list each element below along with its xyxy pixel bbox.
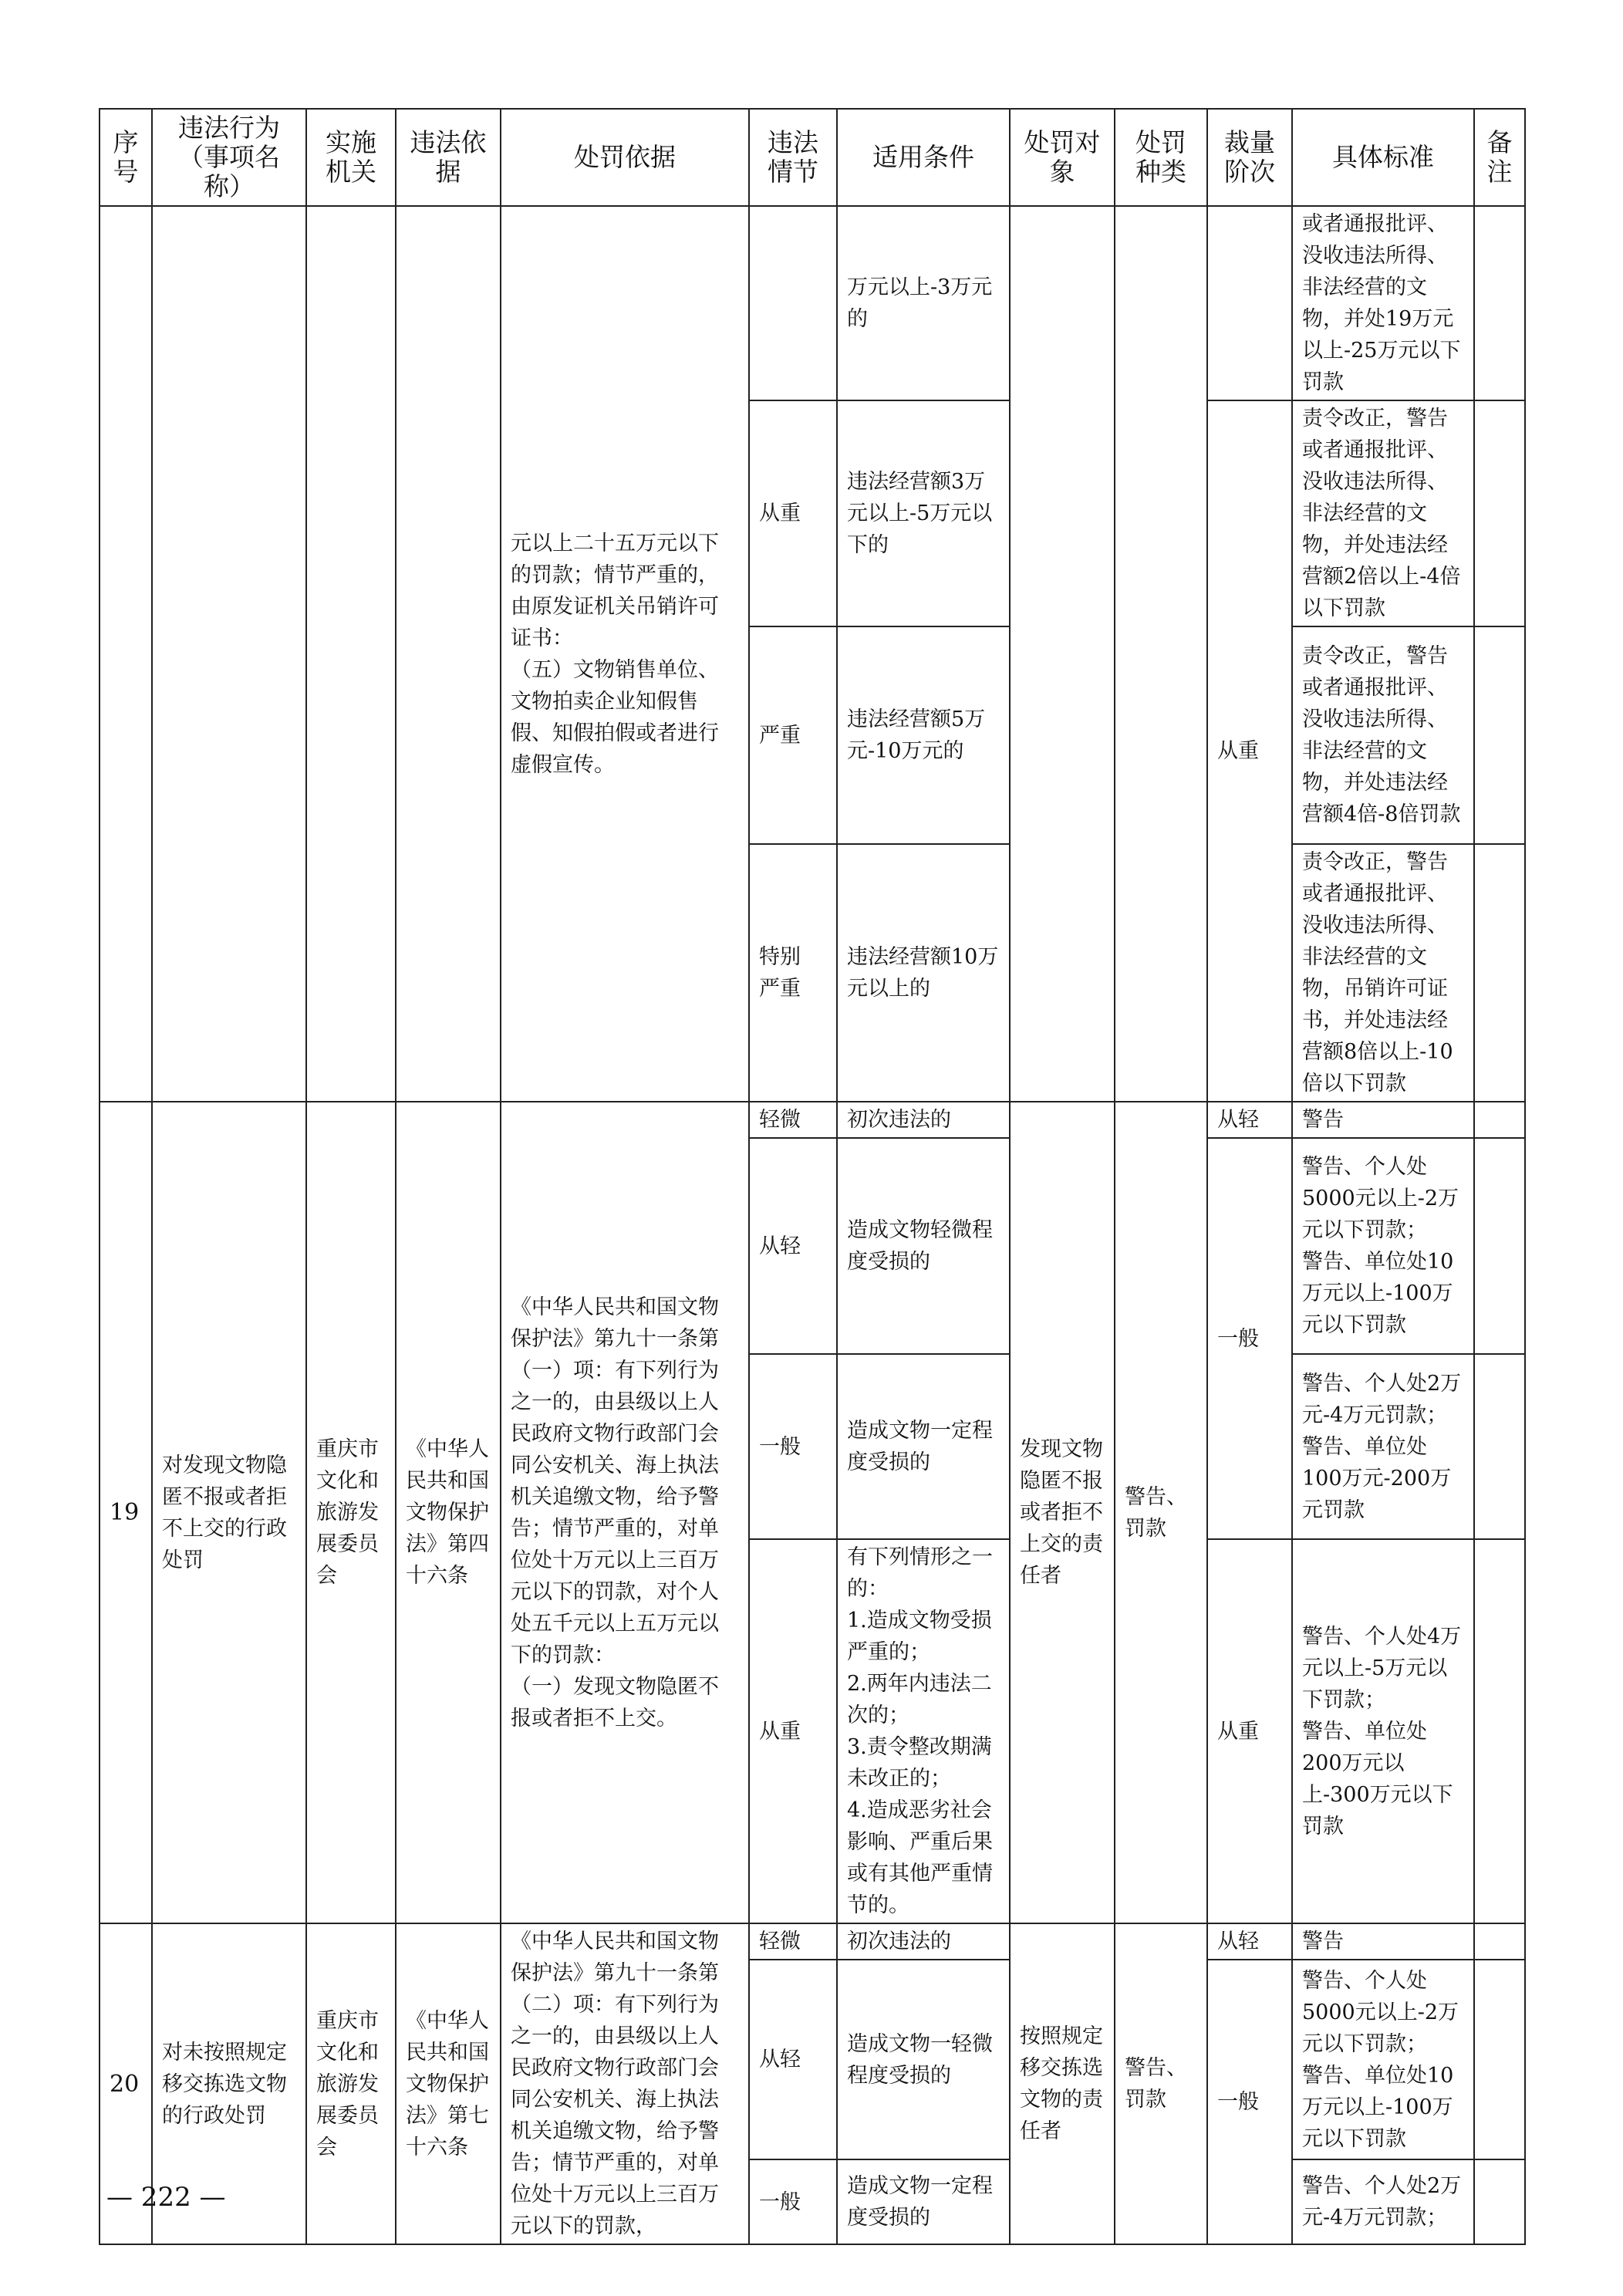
cell-circumstance bbox=[749, 206, 837, 400]
cell-level: 从重 bbox=[1207, 400, 1292, 1102]
header-type: 处罚 种类 bbox=[1115, 109, 1207, 206]
cell-standard: 责令改正，警告或者通报批评、没收违法所得、非法经营的文物，并处违法经营额2倍以上-4倍以下罚款 bbox=[1292, 400, 1474, 626]
cell-standard: 警告 bbox=[1292, 1102, 1474, 1138]
cell-level: 从轻 bbox=[1207, 1923, 1292, 1960]
cell-condition: 造成文物一定程度受损的 bbox=[837, 1354, 1010, 1539]
cell-circumstance: 从重 bbox=[749, 1539, 837, 1923]
cell-seq: 19 bbox=[100, 1102, 152, 1923]
cell-remark bbox=[1474, 2159, 1525, 2244]
cell-condition: 初次违法的 bbox=[837, 1923, 1010, 1960]
cell-circumstance: 严重 bbox=[749, 626, 837, 844]
cell-standard: 警告、个人处2万元-4万元罚款； 警告、单位处100万元-200万元罚款 bbox=[1292, 1354, 1474, 1539]
table-row bbox=[100, 1923, 1525, 1960]
cell-remark bbox=[1474, 1102, 1525, 1138]
cell-condition: 违法经营额5万元-10万元的 bbox=[837, 626, 1010, 844]
header-agency: 实施 机关 bbox=[306, 109, 396, 206]
cell-remark bbox=[1474, 400, 1525, 626]
cell-type: 警告、罚款 bbox=[1115, 1923, 1207, 2244]
header-remark: 备 注 bbox=[1474, 109, 1525, 206]
table-row bbox=[100, 206, 1525, 400]
cell-circumstance: 一般 bbox=[749, 1354, 837, 1539]
cell-remark bbox=[1474, 206, 1525, 400]
cell-basis: 《中华人民共和国文物保护法》第七十六条 bbox=[396, 1923, 501, 2244]
cell-condition: 造成文物一轻微程度受损的 bbox=[837, 1960, 1010, 2159]
cell-remark bbox=[1474, 844, 1525, 1102]
penalty-discretion-table bbox=[99, 108, 1526, 2245]
cell-penalty-basis: 《中华人民共和国文物保护法》第九十一条第（二）项：有下列行为之一的，由县级以上人民政府文物行政部门会同公安机关、海上执法机关追缴文物，给予警告；情节严重的，对单位处十万元以上三百万元以下的罚款， bbox=[501, 1923, 749, 2244]
cell-remark bbox=[1474, 626, 1525, 844]
cell-circumstance: 轻微 bbox=[749, 1102, 837, 1138]
cell-circumstance: 特别 严重 bbox=[749, 844, 837, 1102]
cell-agency bbox=[306, 206, 396, 1102]
header-standard: 具体标准 bbox=[1292, 109, 1474, 206]
cell-remark bbox=[1474, 1960, 1525, 2159]
header-basis: 违法依 据 bbox=[396, 109, 501, 206]
header-act: 违法行为 （事项名 称） bbox=[152, 109, 306, 206]
cell-penalty-basis: 《中华人民共和国文物保护法》第九十一条第（一）项：有下列行为之一的，由县级以上人民政府文物行政部门会同公安机关、海上执法机关追缴文物，给予警告；情节严重的，对单位处十万元以上三百万元以下的罚款，对个人处五千元以上五万元以下的罚款： （一）发现文物隐匿不报或者拒不上交。 bbox=[501, 1102, 749, 1923]
cell-agency: 重庆市文化和旅游发展委员会 bbox=[306, 1923, 396, 2244]
cell-agency: 重庆市文化和旅游发展委员会 bbox=[306, 1102, 396, 1923]
cell-circumstance: 从轻 bbox=[749, 1138, 837, 1354]
cell-type: 警告、罚款 bbox=[1115, 1102, 1207, 1923]
header-condition: 适用条件 bbox=[837, 109, 1010, 206]
cell-standard: 警告 bbox=[1292, 1923, 1474, 1960]
cell-seq bbox=[100, 206, 152, 1102]
cell-remark bbox=[1474, 1539, 1525, 1923]
cell-condition: 初次违法的 bbox=[837, 1102, 1010, 1138]
cell-basis: 《中华人民共和国文物保护法》第四十六条 bbox=[396, 1102, 501, 1923]
header-level: 裁量 阶次 bbox=[1207, 109, 1292, 206]
cell-remark bbox=[1474, 1138, 1525, 1354]
cell-standard: 警告、个人处5000元以上-2万元以下罚款； 警告、单位处10万元以上-100万元以下罚款 bbox=[1292, 1138, 1474, 1354]
cell-act: 对发现文物隐匿不报或者拒不上交的行政处罚 bbox=[152, 1102, 306, 1923]
cell-act: 对未按照规定移交拣选文物的行政处罚 bbox=[152, 1923, 306, 2244]
cell-condition: 造成文物一定程度受损的 bbox=[837, 2159, 1010, 2244]
page-number: — 222 — bbox=[106, 2182, 226, 2213]
header-target: 处罚对 象 bbox=[1010, 109, 1115, 206]
cell-condition: 造成文物轻微程度受损的 bbox=[837, 1138, 1010, 1354]
cell-remark bbox=[1474, 1923, 1525, 1960]
header-penalty-basis: 处罚依据 bbox=[501, 109, 749, 206]
header-seq: 序 号 bbox=[100, 109, 152, 206]
cell-target: 发现文物隐匿不报或者拒不上交的责任者 bbox=[1010, 1102, 1115, 1923]
cell-standard: 或者通报批评、没收违法所得、非法经营的文物，并处19万元以上-25万元以下罚款 bbox=[1292, 206, 1474, 400]
cell-condition: 违法经营额3万元以上-5万元以下的 bbox=[837, 400, 1010, 626]
cell-seq: 20 bbox=[100, 1923, 152, 2244]
cell-circumstance: 轻微 bbox=[749, 1923, 837, 1960]
cell-level: 一般 bbox=[1207, 1960, 1292, 2244]
cell-standard: 警告、个人处2万元-4万元罚款； bbox=[1292, 2159, 1474, 2244]
cell-penalty-basis: 元以上二十五万元以下的罚款；情节严重的，由原发证机关吊销许可证书： （五）文物销售单位、文物拍卖企业知假售假、知假拍假或者进行虚假宣传。 bbox=[501, 206, 749, 1102]
cell-circumstance: 从轻 bbox=[749, 1960, 837, 2159]
cell-type bbox=[1115, 206, 1207, 1102]
cell-remark bbox=[1474, 1354, 1525, 1539]
header-circumstance: 违法 情节 bbox=[749, 109, 837, 206]
cell-standard: 警告、个人处5000元以上-2万元以下罚款； 警告、单位处10万元以上-100万元以下罚款 bbox=[1292, 1960, 1474, 2159]
cell-condition: 有下列情形之一的： 1.造成文物受损严重的； 2.两年内违法二次的； 3.责令整改期满未改正的； 4.造成恶劣社会影响、严重后果或有其他严重情节的。 bbox=[837, 1539, 1010, 1923]
cell-standard: 责令改正，警告或者通报批评、没收违法所得、非法经营的文物，并处违法经营额4倍-8倍罚款 bbox=[1292, 626, 1474, 844]
cell-condition: 违法经营额10万元以上的 bbox=[837, 844, 1010, 1102]
header-row bbox=[100, 109, 1525, 206]
cell-circumstance: 一般 bbox=[749, 2159, 837, 2244]
cell-standard: 责令改正，警告或者通报批评、没收违法所得、非法经营的文物，吊销许可证书，并处违法经营额8倍以上-10倍以下罚款 bbox=[1292, 844, 1474, 1102]
cell-basis bbox=[396, 206, 501, 1102]
cell-level: 从重 bbox=[1207, 1539, 1292, 1923]
cell-level: 从轻 bbox=[1207, 1102, 1292, 1138]
cell-level bbox=[1207, 206, 1292, 400]
cell-level: 一般 bbox=[1207, 1138, 1292, 1539]
cell-target bbox=[1010, 206, 1115, 1102]
cell-standard: 警告、个人处4万元以上-5万元以下罚款； 警告、单位处200万元以上-300万元以下罚款 bbox=[1292, 1539, 1474, 1923]
cell-target: 按照规定移交拣选文物的责任者 bbox=[1010, 1923, 1115, 2244]
cell-circumstance: 从重 bbox=[749, 400, 837, 626]
table-row bbox=[100, 1102, 1525, 1138]
cell-condition: 万元以上-3万元的 bbox=[837, 206, 1010, 400]
cell-act bbox=[152, 206, 306, 1102]
